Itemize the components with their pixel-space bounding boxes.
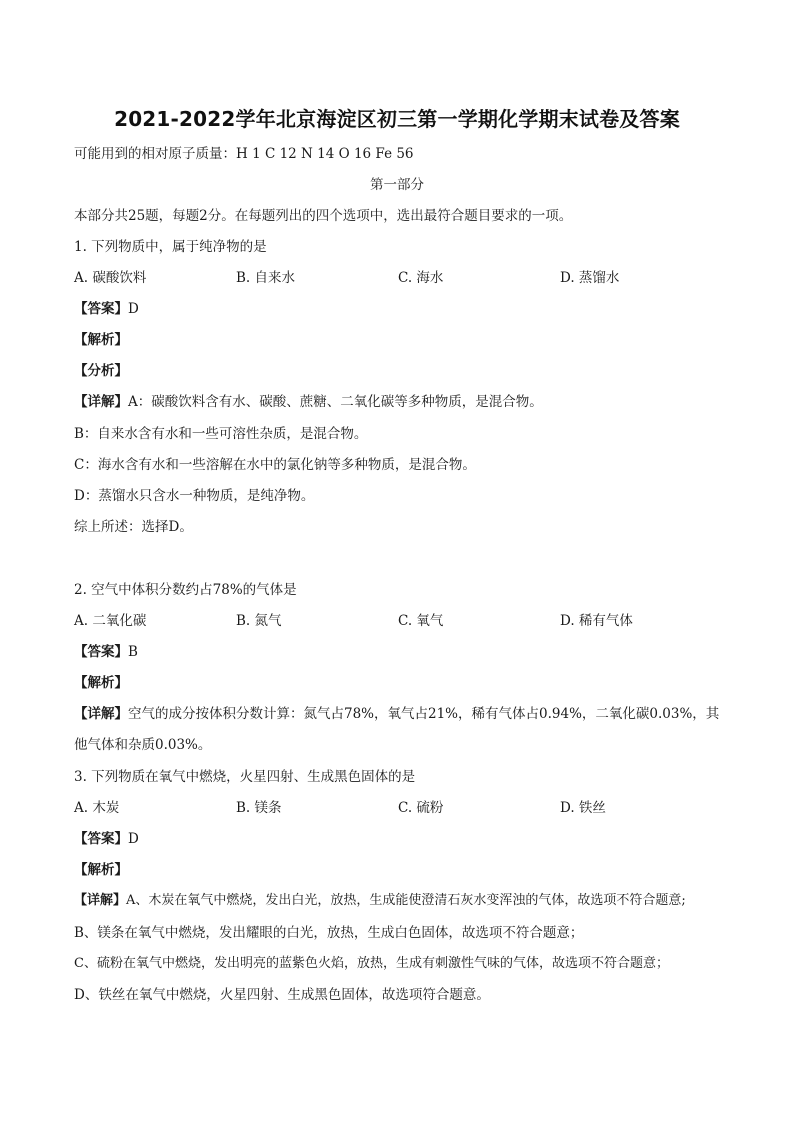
q1-option-d: D. 蒸馏水 (560, 270, 620, 286)
question-3-stem: 3. 下列物质在氧气中燃烧，火星四射、生成黑色固体的是 (74, 769, 416, 785)
section-intro: 本部分共25题，每题2分。在每题列出的四个选项中，选出最符合题目要求的一项。 (74, 208, 573, 224)
q1-analysis-tag: 【解析】 (74, 332, 128, 348)
q3-detail-line-4: D、铁丝在氧气中燃烧，火星四射、生成黑色固体，故选项符合题意。 (74, 987, 490, 1003)
q1-detail-line-1: 【详解】A：碳酸饮料含有水、碳酸、蔗糖、二氧化碳等多种物质，是混合物。 (74, 394, 543, 410)
question-1-stem: 1. 下列物质中，属于纯净物的是 (74, 239, 267, 255)
q3-option-c: C. 硫粉 (398, 800, 444, 816)
q1-detail-line-5: 综上所述：选择D。 (74, 519, 193, 535)
q2-analysis-tag: 【解析】 (74, 675, 128, 691)
q1-fenxi-tag: 【分析】 (74, 363, 128, 379)
q2-answer: 【答案】B (74, 644, 138, 660)
q3-analysis-tag: 【解析】 (74, 862, 128, 878)
section-heading: 第一部分 (370, 177, 424, 193)
q2-detail-line-1: 【详解】空气的成分按体积分数计算：氮气占78%，氧气占21%，稀有气体占0.94%，二氧化碳0.03%，其 (74, 706, 720, 722)
q1-option-a: A. 碳酸饮料 (74, 270, 147, 286)
q2-option-b: B. 氮气 (236, 613, 282, 629)
q2-option-d: D. 稀有气体 (560, 613, 633, 629)
q3-detail-line-3: C、硫粉在氧气中燃烧，发出明亮的蓝紫色火焰，放热，生成有刺激性气味的气体，故选项不符合题意； (74, 956, 669, 971)
q3-answer: 【答案】D (74, 831, 139, 847)
q2-detail-line-2: 他气体和杂质0.03%。 (74, 737, 212, 753)
q1-option-c: C. 海水 (398, 270, 444, 286)
atomic-masses: 可能用到的相对原子质量：H 1 C 12 N 14 O 16 Fe 56 (74, 146, 414, 162)
q1-detail-line-4: D：蒸馏水只含水一种物质，是纯净物。 (74, 488, 315, 504)
answer-value: D (128, 301, 139, 317)
answer-tag: 【答案】 (74, 301, 128, 317)
document-title: 2021-2022学年北京海淀区初三第一学期化学期末试卷及答案 (114, 107, 680, 131)
q2-option-a: A. 二氧化碳 (74, 613, 147, 629)
q1-detail-line-2: B：自来水含有水和一些可溶性杂质，是混合物。 (74, 426, 368, 442)
q3-detail-line-2: B、镁条在氧气中燃烧，发出耀眼的白光，放热，生成白色固体，故选项不符合题意； (74, 925, 584, 941)
q3-option-a: A. 木炭 (74, 800, 120, 816)
q1-option-b: B. 自来水 (236, 270, 296, 286)
q1-detail-line-3: C：海水含有水和一些溶解在水中的氯化钠等多种物质，是混合物。 (74, 457, 476, 473)
q3-detail-line-1: 【详解】A、木炭在氧气中燃烧，发出白光，放热，生成能使澄清石灰水变浑浊的气体，故选项不符合题意; (74, 893, 686, 908)
q3-option-b: B. 镁条 (236, 800, 282, 816)
q3-option-d: D. 铁丝 (560, 800, 606, 816)
q2-option-c: C. 氧气 (398, 613, 444, 629)
question-2-stem: 2. 空气中体积分数约占78%的气体是 (74, 582, 297, 598)
q1-answer (74, 300, 139, 318)
